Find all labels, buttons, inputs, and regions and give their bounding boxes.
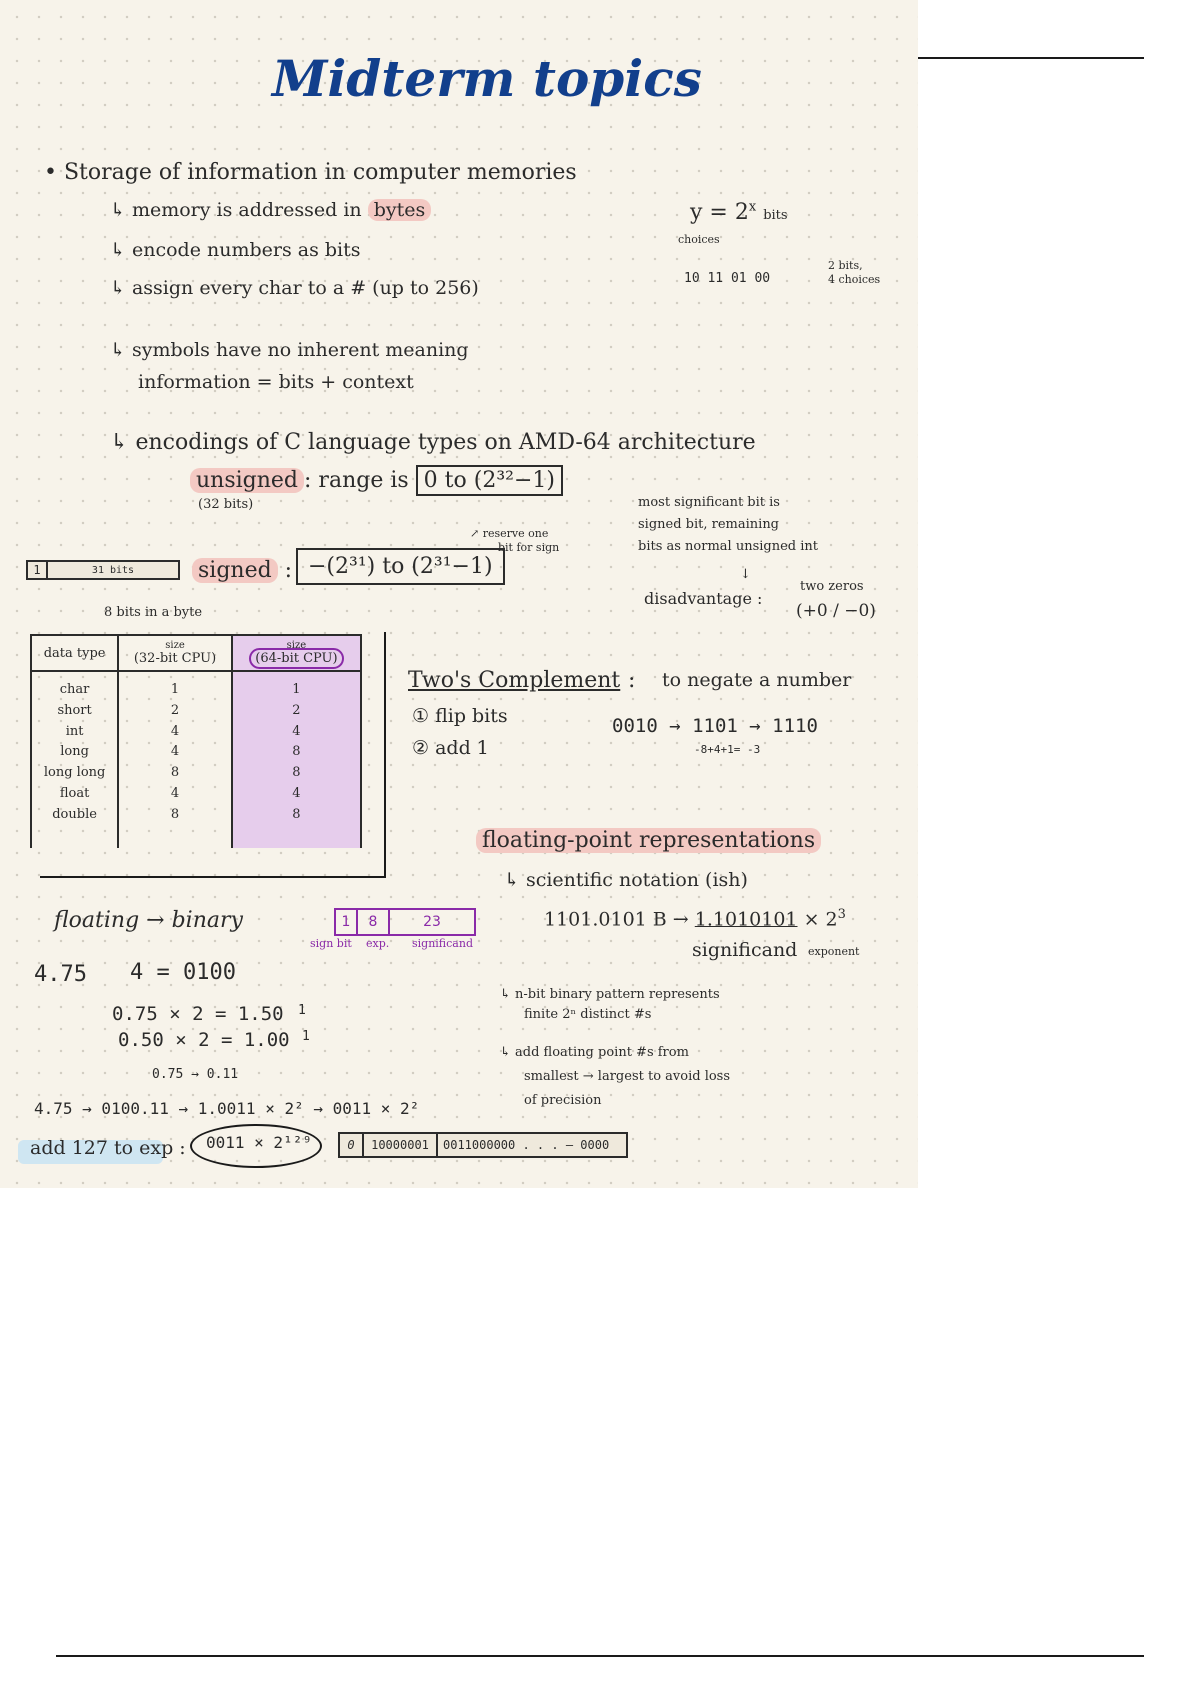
fp-example-exponent: 3 [837,907,846,922]
table-side-rule [384,632,386,876]
formula-base: y = 2 [690,200,749,225]
conv-normalize-line: 4.75 → 0100.11 → 1.0011 × 2² → 0011 × 2² [34,1099,420,1118]
table-cell: 8 [170,806,180,822]
conv-number: 4.75 [34,962,87,987]
conv-mult-2: 0.50 × 2 = 1.00 [118,1029,290,1051]
storage-line-encode: ↳ encode numbers as bits [110,239,361,261]
table-cell: int [65,723,84,739]
significand-cell: 23 [423,914,441,930]
top-right-rule [918,57,1144,59]
fp-example-multiplier: × 2 [803,908,838,931]
fp-example-pre: 1101.0101 B → [544,908,689,931]
signed-label: signed : [192,558,292,583]
table-cell: float [59,785,90,801]
line-text: encodings of C language types on AMD-64 architecture [135,430,756,455]
bit-codes: 10 11 01 00 [684,271,771,286]
reserve-note-2: bit for sign [498,541,560,554]
fp-scientific: ↳ scientific notation (ish) [504,869,748,891]
table-bottom-rule [40,876,386,878]
twos-example-sub: -8+4+1= -3 [694,743,761,756]
storage-line-symbols: ↳ symbols have no inherent meaning [110,339,469,361]
table-cell: char [59,682,90,697]
bottom-rule [56,1655,1144,1657]
line-text: n-bit binary pattern represents [515,987,720,1002]
significand-label: significand [692,939,798,961]
twos-heading: Two's Complement [408,668,621,693]
header-32-text: (32-bit CPU) [133,651,217,666]
signed-range-box: −(2³¹) to (2³¹−1) [296,548,505,585]
bias-label: add 127 to exp : [30,1137,186,1159]
fp-note-4: smallest → largest to avoid loss [524,1069,731,1084]
table-cell: 4 [170,723,180,739]
fp-example-significand: 1.1010101 [694,908,798,931]
table-cell: short [57,702,92,718]
table-cell: 4 [292,723,301,739]
twos-description: to negate a number [662,669,852,691]
table-cell: double [52,806,97,822]
float-layout-box [334,908,476,936]
bit-note-1: 2 bits, [828,259,863,272]
table-caption: 8 bits in a byte [104,605,203,620]
col-header-64 [232,635,361,671]
table-cell: 8 [170,765,180,781]
zeros-values: (+0 / −0) [796,601,876,621]
storage-line-assign: ↳ assign every char to a # (up to 256) [110,277,479,299]
highlight-signed: signed [192,558,278,583]
data-type-table [30,634,362,848]
highlight-bytes: bytes [368,199,432,221]
conv-mult-2-bit: 1 [302,1029,310,1044]
size64-column [232,671,361,848]
layout-label-exp: exp. [366,937,390,950]
layout-label-sign: sign bit [310,937,352,950]
twos-colon: : [628,668,636,693]
table-cell: 1 [170,682,180,697]
value-bits-cell: 31 bits [91,564,135,576]
msb-line-2: signed bit, remaining [638,517,780,532]
sign-bit-cell: 1 [336,910,358,934]
layout-label-significand: significand [412,937,473,950]
fp-note-1: ↳ n-bit binary pattern represents [500,987,720,1002]
two-zeros-label: two zeros [800,579,864,594]
storage-heading: • Storage of information in computer memories [44,160,577,185]
table-cell: 8 [292,806,301,822]
storage-line-bytes: ↳ memory is addressed in bytes [110,200,431,222]
unsigned-sub: (32 bits) [198,497,254,512]
fp-note-2: finite 2ⁿ distinct #s [524,1007,652,1022]
col-header-32 [118,635,232,671]
result-exp-cell: 10000001 [364,1134,438,1156]
twos-step-2: ② add 1 [412,737,489,759]
binary-result-box [338,1132,628,1158]
exponent-cell: 8 [358,910,390,934]
header-size-top: size [286,640,307,651]
storage-line-encodings: ↳ encodings of C language types on AMD-64 architecture [110,430,756,455]
twos-step-1: ① flip bits [412,705,508,727]
conv-mult-1-bit: 1 [298,1003,306,1018]
unsigned-range [190,468,563,493]
fp-example [544,908,846,931]
col-header-type: data type [31,635,118,671]
table-cell: 4 [170,785,180,801]
conv-fraction: 0.75 → 0.11 [152,1067,239,1082]
table-cell: 8 [292,744,301,760]
formula-exponent: x [748,199,757,215]
header-64-circled: (64-bit CPU) [249,648,343,669]
unsigned-colon: : range is [304,468,409,493]
line-text: memory is addressed in [131,199,368,221]
table-cell: 8 [292,765,301,781]
bias-value: 0011 × 2¹²⁹ [206,1133,312,1152]
fp-note-3: ↳ add floating point #s from [500,1045,689,1060]
line-text: symbols have no inherent meaning [131,339,469,361]
conv-mult-1: 0.75 × 2 = 1.50 [112,1003,284,1025]
fp-heading [476,828,821,853]
size32-column [118,671,232,848]
line-text: assign every char to a # (up to 256) [131,277,479,299]
disadvantage-label: disadvantage : [644,589,763,608]
bits-formula [690,200,788,225]
conv-integer-part: 4 = 0100 [130,960,236,985]
msb-arrow: ↓ [740,567,751,582]
table-cell: 1 [292,682,301,697]
twos-example: 0010 → 1101 → 1110 [612,715,818,737]
storage-heading-text: Storage of information in computer memories [63,160,577,185]
table-cell: 2 [292,702,301,718]
unsigned-range-box: 0 to (2³²−1) [416,465,563,496]
highlight-fp-heading: floating-point representations [476,828,821,853]
bit-note-2: 4 choices [828,273,881,286]
reserve-text: reserve one [482,527,549,540]
result-significand-cell: 0011000000 . . . — 0000 [443,1138,610,1152]
line-text: encode numbers as bits [131,239,361,261]
storage-line-information: information = bits + context [138,371,414,393]
result-sign-cell: 0 [340,1134,364,1156]
table-cell: long [60,744,89,760]
signed-bit-layout [26,560,180,580]
formula-bits-label: bits [763,208,788,223]
header-size-top: size [165,640,185,651]
table-cell: 2 [170,702,180,718]
sign-bit-cell: 1 [28,562,48,578]
msb-line-3: bits as normal unsigned int [638,539,819,554]
conversion-heading: floating → binary [54,908,243,933]
msb-line-1: most significant bit is [638,495,780,510]
line-text: add floating point #s from [515,1045,689,1060]
page-title: Midterm topics [272,49,702,108]
fp-note-5: of precision [524,1093,602,1108]
highlight-unsigned: unsigned [190,468,304,493]
line-text: scientific notation (ish) [525,869,748,891]
exponent-label: exponent [808,945,860,958]
table-cell: 4 [292,785,301,801]
reserve-note-1: ↗ reserve one [470,527,549,540]
types-column [31,671,118,848]
table-cell: 4 [170,744,180,760]
choices-label: choices [678,233,720,246]
table-cell: long long [43,765,106,781]
